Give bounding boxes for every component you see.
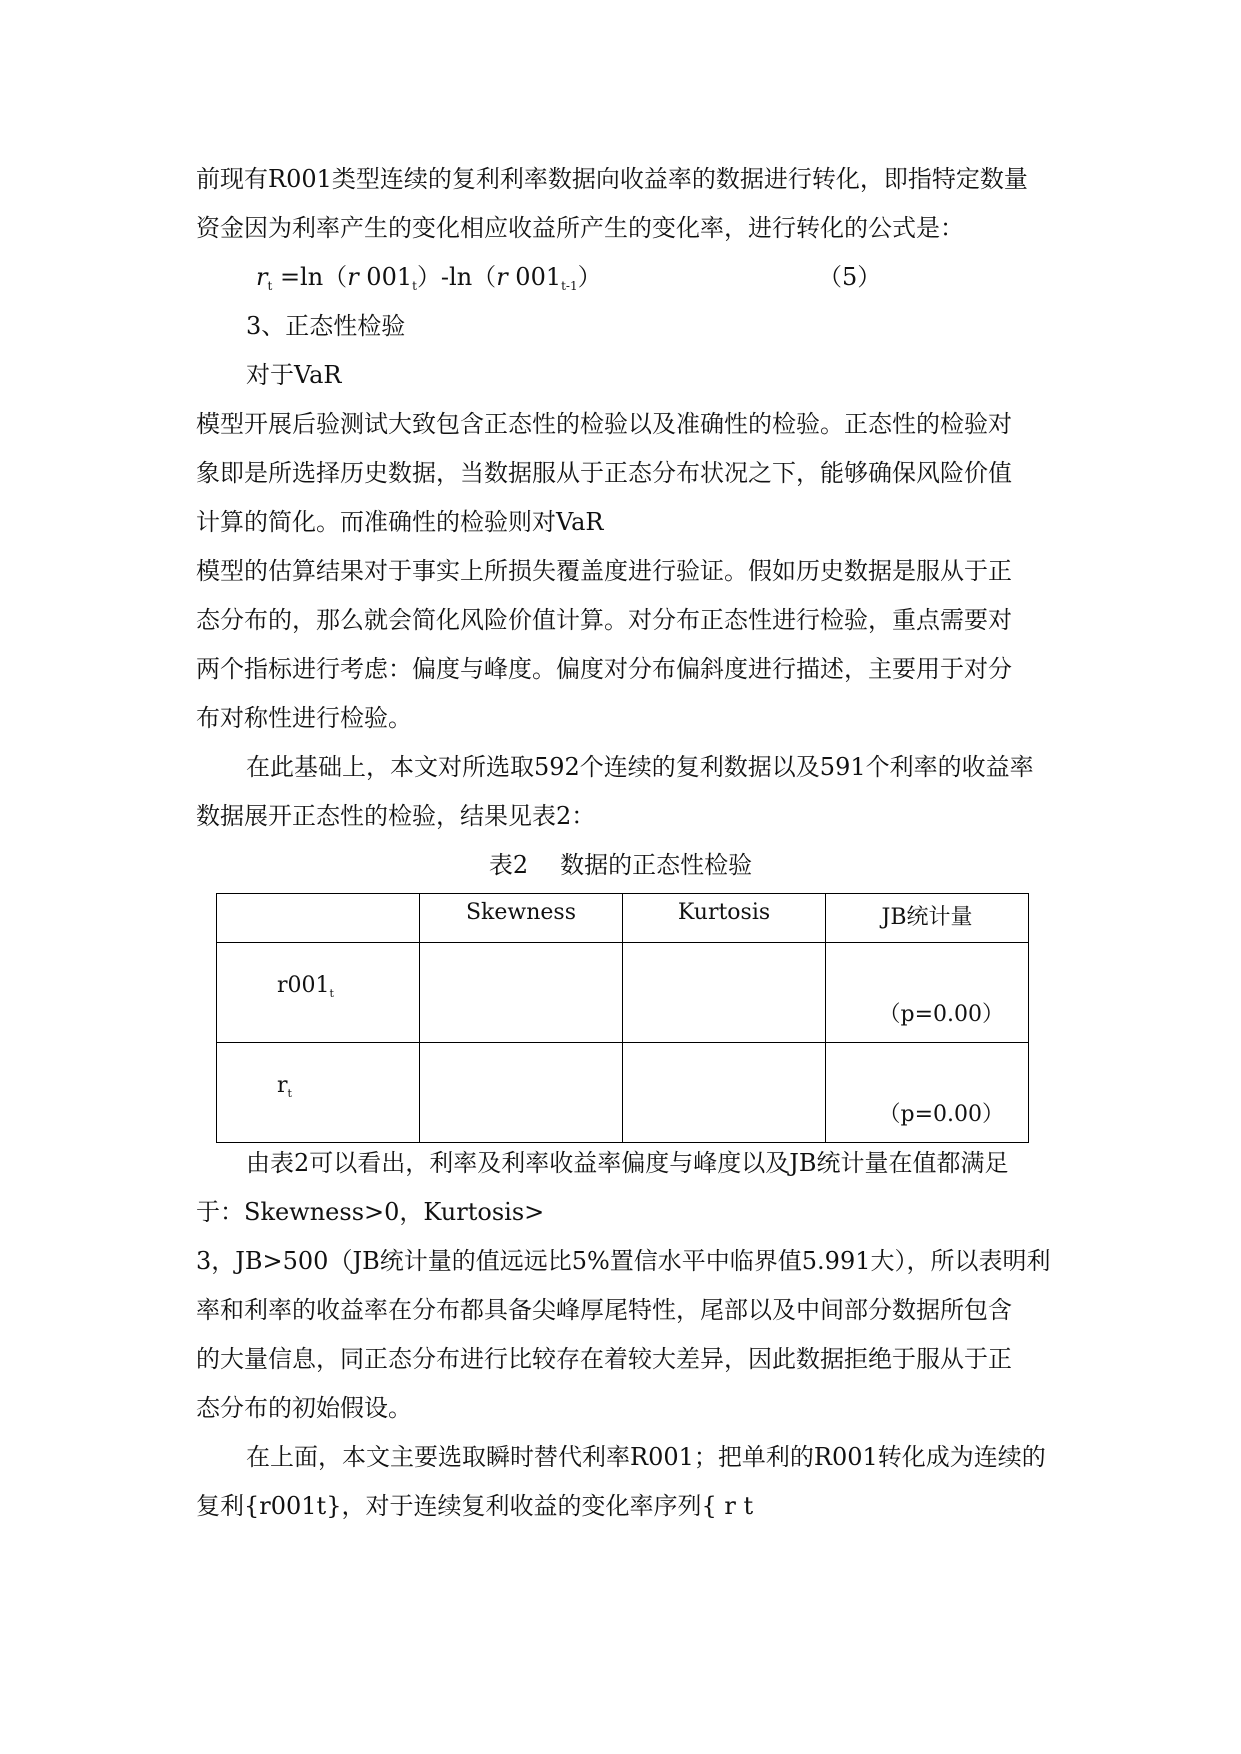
- table-header-cell: Kurtosis: [623, 894, 826, 943]
- body-line: 模型的估算结果对于事实上所损失覆盖度进行验证。假如历史数据是服从于正: [196, 557, 1012, 585]
- body-line: 布对称性进行检验。: [196, 704, 412, 732]
- body-line: 复利{r001t}，对于连续复利收益的变化率序列{ r t: [196, 1492, 754, 1520]
- table-cell: [217, 943, 420, 1043]
- body-line: 模型开展后验测试大致包含正态性的检验以及准确性的检验。正态性的检验对: [196, 410, 1012, 438]
- body-line: 态分布的，那么就会简化风险价值计算。对分布正态性进行检验，重点需要对: [196, 606, 1012, 634]
- table-cell: [623, 1043, 826, 1143]
- body-line: 两个指标进行考虑：偏度与峰度。偏度对分布偏斜度进行描述，主要用于对分: [196, 655, 1012, 683]
- table-row: [217, 943, 1029, 1043]
- body-line: 在此基础上，本文对所选取592个连续的复利数据以及591个利率的收益率: [246, 753, 1034, 781]
- table-header-cell: JB统计量: [826, 894, 1029, 943]
- table-cell: [420, 943, 623, 1043]
- body-line: 态分布的初始假设。: [196, 1394, 412, 1422]
- row-label: $r_t$: [277, 1073, 292, 1100]
- body-line: 计算的简化。而准确性的检验则对VaR: [196, 508, 604, 536]
- table-cell: [826, 1043, 1029, 1143]
- body-line: 资金因为利率产生的变化相应收益所产生的变化率，进行转化的公式是：: [196, 214, 964, 242]
- p-value: （p=0.00）: [878, 1102, 1004, 1127]
- body-line: 对于VaR: [246, 361, 342, 389]
- table-cell: [217, 1043, 420, 1143]
- normality-test-table: [216, 893, 1029, 1143]
- equation-number: （5）: [818, 263, 882, 291]
- body-line: 的大量信息，同正态分布进行比较存在着较大差异，因此数据拒绝于服从于正: [196, 1345, 1012, 1373]
- body-line: 于：Skewness>0，Kurtosis>: [196, 1198, 545, 1226]
- body-line: 数据展开正态性的检验，结果见表2：: [196, 802, 596, 830]
- table-cell: [826, 943, 1029, 1043]
- body-line: 前现有R001类型连续的复利利率数据向收益率的数据进行转化，即指特定数量: [196, 165, 1028, 193]
- table-cell: [420, 1043, 623, 1143]
- body-line: 在上面，本文主要选取瞬时替代利率R001；把单利的R001转化成为连续的: [246, 1443, 1046, 1471]
- table-cell: [623, 943, 826, 1043]
- row-label: $r001_t$: [277, 973, 334, 1000]
- body-line: 3，JB>500（JB统计量的值远远比5%置信水平中临界值5.991大），所以表明利: [196, 1247, 1051, 1275]
- table-caption: 表2 数据的正态性检验: [488, 851, 753, 879]
- table-row: [217, 1043, 1029, 1143]
- body-line: 率和利率的收益率在分布都具备尖峰厚尾特性，尾部以及中间部分数据所包含: [196, 1296, 1012, 1324]
- formula: $r_t =\ln(r$ $001_t)-\ln(r$ $001_{t-1}$）: [256, 263, 602, 293]
- table-header-cell: [217, 894, 420, 943]
- table-header-row: [217, 894, 1029, 943]
- body-line: 象即是所选择历史数据，当数据服从于正态分布状况之下，能够确保风险价值: [196, 459, 1012, 487]
- table-header-cell: Skewness: [420, 894, 623, 943]
- section-heading: 3、正态性检验: [246, 312, 406, 340]
- body-line: 由表2可以看出，利率及利率收益率偏度与峰度以及JB统计量在值都满足: [246, 1149, 1009, 1177]
- p-value: （p=0.00）: [878, 1002, 1004, 1027]
